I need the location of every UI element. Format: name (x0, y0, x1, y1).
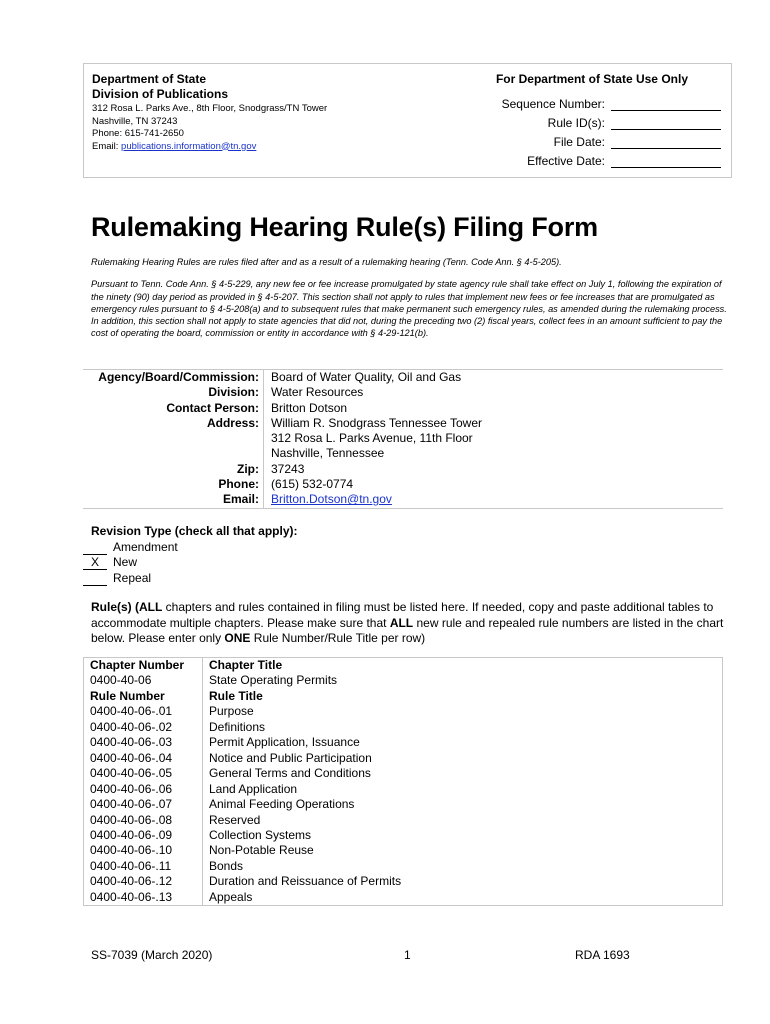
rule-title: Collection Systems (209, 827, 312, 842)
publications-email-link[interactable]: publications.information@tn.gov (121, 140, 257, 152)
rule-row (84, 720, 723, 735)
department-name: Department of State (92, 72, 207, 86)
state-use-only-heading: For Department of State Use Only (495, 72, 688, 86)
state-use-fields (421, 92, 721, 168)
rule-number: 0400-40-06-.04 (84, 751, 203, 766)
contact-value: Britton Dotson (271, 400, 348, 415)
address-value: 312 Rosa L. Parks Avenue, 11th Floor (271, 431, 473, 446)
new-label: New (113, 555, 138, 569)
rule-ids-label: Rule ID(s): (547, 116, 605, 130)
rule-row (84, 890, 723, 906)
rule-header-row (84, 689, 723, 704)
page-number: 1 (404, 948, 411, 962)
division-value: Water Resources (271, 385, 364, 400)
revision-type-title: Revision Type (check all that apply): (91, 524, 298, 538)
rule-row (84, 782, 723, 797)
rule-number: 0400-40-06-.06 (84, 782, 203, 797)
agency-row (83, 370, 723, 385)
rule-title: Notice and Public Participation (209, 750, 372, 765)
rda-number: RDA 1693 (575, 948, 630, 962)
division-row (83, 385, 723, 400)
phone-line: Phone: 615-741-2650 (92, 128, 184, 139)
rule-title: General Terms and Conditions (209, 766, 371, 781)
division-name: Division of Publications (92, 87, 229, 101)
intro-text (91, 256, 731, 350)
rule-number: 0400-40-06-.11 (84, 859, 203, 874)
new-checkbox[interactable]: X (83, 555, 107, 570)
address-row (83, 431, 723, 446)
rule-row (84, 874, 723, 889)
file-date-input[interactable] (611, 135, 721, 149)
rule-title: Non-Potable Reuse (209, 843, 314, 858)
email-label: Email: (83, 492, 264, 507)
chapter-title-header: Chapter Title (209, 658, 283, 672)
phone-value: (615) 532-0774 (271, 477, 354, 492)
rule-row (84, 859, 723, 874)
rule-row (84, 797, 723, 812)
effective-date-input[interactable] (611, 154, 721, 168)
rule-row (84, 735, 723, 750)
revision-type-section (91, 524, 298, 586)
email-line (92, 141, 422, 154)
rule-number-header: Rule Number (84, 689, 203, 704)
zip-row (83, 462, 723, 477)
rule-number: 0400-40-06-.12 (84, 874, 203, 889)
effective-date-label: Effective Date: (527, 154, 605, 168)
contact-email-link[interactable]: Britton.Dotson@tn.gov (271, 492, 392, 507)
rule-row (84, 813, 723, 828)
rule-title: Duration and Reissuance of Permits (209, 874, 402, 889)
address-value: Nashville, Tennessee (271, 446, 385, 461)
rule-number: 0400-40-06-.09 (84, 828, 203, 843)
rules-instruction-text: Rule Number/Rule Title per row) (250, 631, 426, 645)
repeal-label: Repeal (113, 570, 152, 585)
sequence-number-input[interactable] (611, 97, 721, 111)
chapter-title: State Operating Permits (209, 673, 338, 688)
file-date-label: File Date: (553, 135, 605, 149)
address-label: Address: (83, 416, 264, 431)
agency-label: Agency/Board/Commission: (83, 370, 264, 385)
rules-instruction-emphasis: ALL (139, 600, 163, 614)
address-value: William R. Snodgrass Tennessee Tower (271, 415, 482, 430)
address-line: 312 Rosa L. Parks Ave., 8th Floor, Snodgrass/TN Tower (92, 103, 328, 114)
form-id: SS-7039 (March 2020) (91, 948, 213, 962)
chapter-number-header: Chapter Number (84, 658, 203, 674)
rule-row (84, 843, 723, 858)
rules-instruction-emphasis: ONE (224, 631, 251, 645)
zip-label: Zip: (83, 462, 264, 477)
revision-option-amendment (83, 540, 298, 556)
rule-row (84, 751, 723, 766)
effective-date-field (421, 149, 721, 168)
chapter-header-row (84, 658, 723, 674)
publisher-info (92, 72, 422, 153)
rules-instruction-emphasis: ALL (389, 615, 414, 630)
email-value (264, 492, 392, 507)
email-label: Email: (92, 140, 122, 152)
rule-title: Appeals (209, 889, 253, 904)
rule-number: 0400-40-06-.03 (84, 735, 203, 750)
repeal-checkbox[interactable] (83, 571, 107, 586)
rule-number: 0400-40-06-.02 (84, 720, 203, 735)
rules-table (83, 657, 723, 906)
revision-option-new (83, 555, 298, 571)
rules-instructions (91, 600, 731, 647)
rule-title-header: Rule Title (209, 688, 263, 703)
rule-number: 0400-40-06-.01 (84, 704, 203, 719)
amendment-checkbox[interactable] (83, 540, 107, 555)
form-title: Rulemaking Hearing Rule(s) Filing Form (91, 212, 598, 242)
address-row (83, 416, 723, 431)
rule-row (84, 766, 723, 781)
email-row (83, 492, 723, 507)
rules-instruction-text: chapters and rules contained in filing must be listed here. If needed, copy and paste additional tables to accommodate multiple chapters. Please make sure that (91, 600, 714, 630)
rule-title: Definitions (209, 719, 266, 734)
chapter-row (84, 673, 723, 688)
file-date-field (421, 130, 721, 149)
sequence-number-field (421, 92, 721, 111)
contact-label: Contact Person: (83, 401, 264, 416)
rule-title: Animal Feeding Operations (209, 797, 355, 812)
rule-number: 0400-40-06-.10 (84, 843, 203, 858)
rule-number: 0400-40-06-.05 (84, 766, 203, 781)
address-row (83, 446, 723, 461)
rule-title: Bonds (209, 858, 244, 873)
rule-title: Reserved (209, 812, 261, 827)
contact-row (83, 401, 723, 416)
amendment-label: Amendment (113, 539, 178, 554)
rules-instruction-text: new rule and repealed rule numbers are listed in the chart below. Please enter only (91, 615, 724, 645)
rule-ids-input[interactable] (611, 116, 721, 130)
rules-instruction-lead: Rule(s) ( (91, 600, 139, 614)
state-use-section (421, 72, 721, 168)
publisher-address (92, 103, 422, 153)
rule-row (84, 828, 723, 843)
zip-value: 37243 (271, 461, 305, 476)
rule-number: 0400-40-06-.07 (84, 797, 203, 812)
rules-table-body (84, 658, 723, 906)
phone-label: Phone: (83, 477, 264, 492)
rule-ids-field (421, 111, 721, 130)
rule-title: Permit Application, Issuance (209, 735, 360, 750)
header-box (83, 63, 732, 178)
intro-paragraph-1: Rulemaking Hearing Rules are rules filed after and as a result of a rulemaking hearing (Tenn. Code Ann. § 4-5-205). (91, 257, 562, 267)
revision-option-repeal (83, 571, 298, 587)
phone-row (83, 477, 723, 492)
agency-value: Board of Water Quality, Oil and Gas (271, 370, 462, 384)
chapter-number: 0400-40-06 (84, 673, 203, 688)
rule-title: Purpose (209, 704, 254, 719)
sequence-number-label: Sequence Number: (501, 97, 605, 111)
rule-number: 0400-40-06-.08 (84, 813, 203, 828)
division-label: Division: (83, 385, 264, 400)
rule-title: Land Application (209, 781, 298, 796)
agency-table (83, 369, 723, 509)
rule-number: 0400-40-06-.13 (84, 890, 203, 906)
rule-row (84, 704, 723, 719)
city-line: Nashville, TN 37243 (92, 115, 178, 127)
intro-paragraph-2: Pursuant to Tenn. Code Ann. § 4-5-229, any new fee or fee increase promulgated by state agency rule shall take effect on July 1, following the expiration of the ninety (90) day period as provided in § 4-5-207. This section shall not apply to rules that implement new fees or fee increases that are promulgated as emergency rules pursuant to § 4-5-208(a) and to subsequent rules that make permanent such emergency rules, as amended during the rulemaking process. In addition, this section shall not apply to state agencies that did not, during the preceding two (2) fiscal years, collect fees in an amount sufficient to pay the cost of operating the board, commission or entity in accordance with § 4-29-121(b). (91, 279, 727, 339)
